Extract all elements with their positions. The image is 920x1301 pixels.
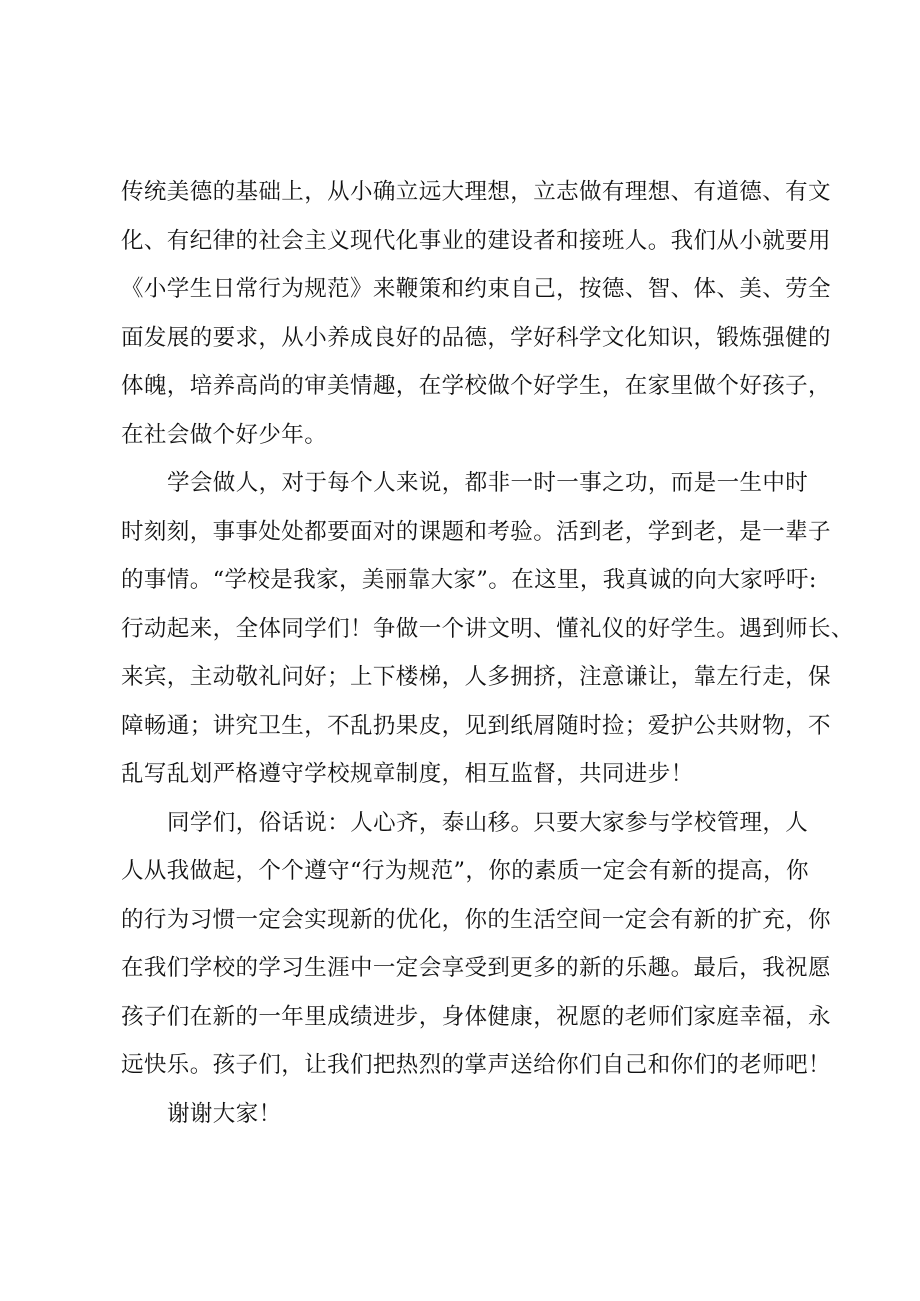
document-body [121, 168, 854, 1138]
text-line: 传统美德的基础上，从小确立远大理想，立志做有理想、有道德、有文 [121, 179, 831, 205]
paragraph-4 [121, 1090, 841, 1139]
text-line: 人从我做起，个个遵守“行为规范”，你的素质一定会有新的提高，你 [121, 858, 809, 884]
paragraph-3 [121, 799, 841, 1090]
text-line: 乱写乱划严格遵守学校规章制度，相互监督，共同进步！ [121, 761, 694, 787]
text-line: 障畅通；讲究卫生，不乱扔果皮，见到纸屑随时捡；爱护公共财物，不 [121, 712, 831, 739]
text-line: 在社会做个好少年。 [121, 421, 328, 448]
text-line: 同学们，俗话说：人心齐，泰山移。只要大家参与学校管理，人 [167, 809, 809, 836]
text-line: 化、有纪律的社会主义现代化事业的建设者和接班人。我们从小就要用 [121, 227, 831, 254]
paragraph-2 [121, 459, 854, 799]
paragraph-1 [121, 168, 841, 459]
text-line: 谢谢大家！ [167, 1100, 282, 1127]
text-line: 的事情。“学校是我家，美丽靠大家”。在这里，我真诚的向大家呼吁: [121, 567, 817, 593]
text-line: 的行为习惯一定会实现新的优化，你的生活空间一定会有新的扩充，你 [121, 906, 831, 933]
text-line: 面发展的要求，从小养成良好的品德，学好科学文化知识，锻炼强健的 [121, 324, 831, 351]
text-line: 《小学生日常行为规范》来鞭策和约束自己，按德、智、体、美、劳全 [121, 276, 831, 302]
text-line: 学会做人，对于每个人来说，都非一时一事之功，而是一生中时 [167, 470, 809, 496]
text-line: 在我们学校的学习生涯中一定会享受到更多的新的乐趣。最后，我祝愿 [121, 955, 831, 981]
text-line: 行动起来，全体同学们！争做一个讲文明、懂礼仪的好学生。遇到师长、 [121, 615, 854, 642]
text-line: 体魄，培养高尚的审美情趣，在学校做个好学生，在家里做个好孩子， [121, 373, 831, 399]
text-line: 时刻刻，事事处处都要面对的课题和考验。活到老，学到老，是一辈子 [121, 518, 831, 545]
text-line: 远快乐。孩子们，让我们把热烈的掌声送给你们自己和你们的老师吧！ [121, 1052, 831, 1078]
text-line: 来宾，主动敬礼问好；上下楼梯，人多拥挤，注意谦让，靠左行走，保 [121, 664, 831, 690]
text-line: 孩子们在新的一年里成绩进步，身体健康，祝愿的老师们家庭幸福，永 [121, 1003, 831, 1030]
